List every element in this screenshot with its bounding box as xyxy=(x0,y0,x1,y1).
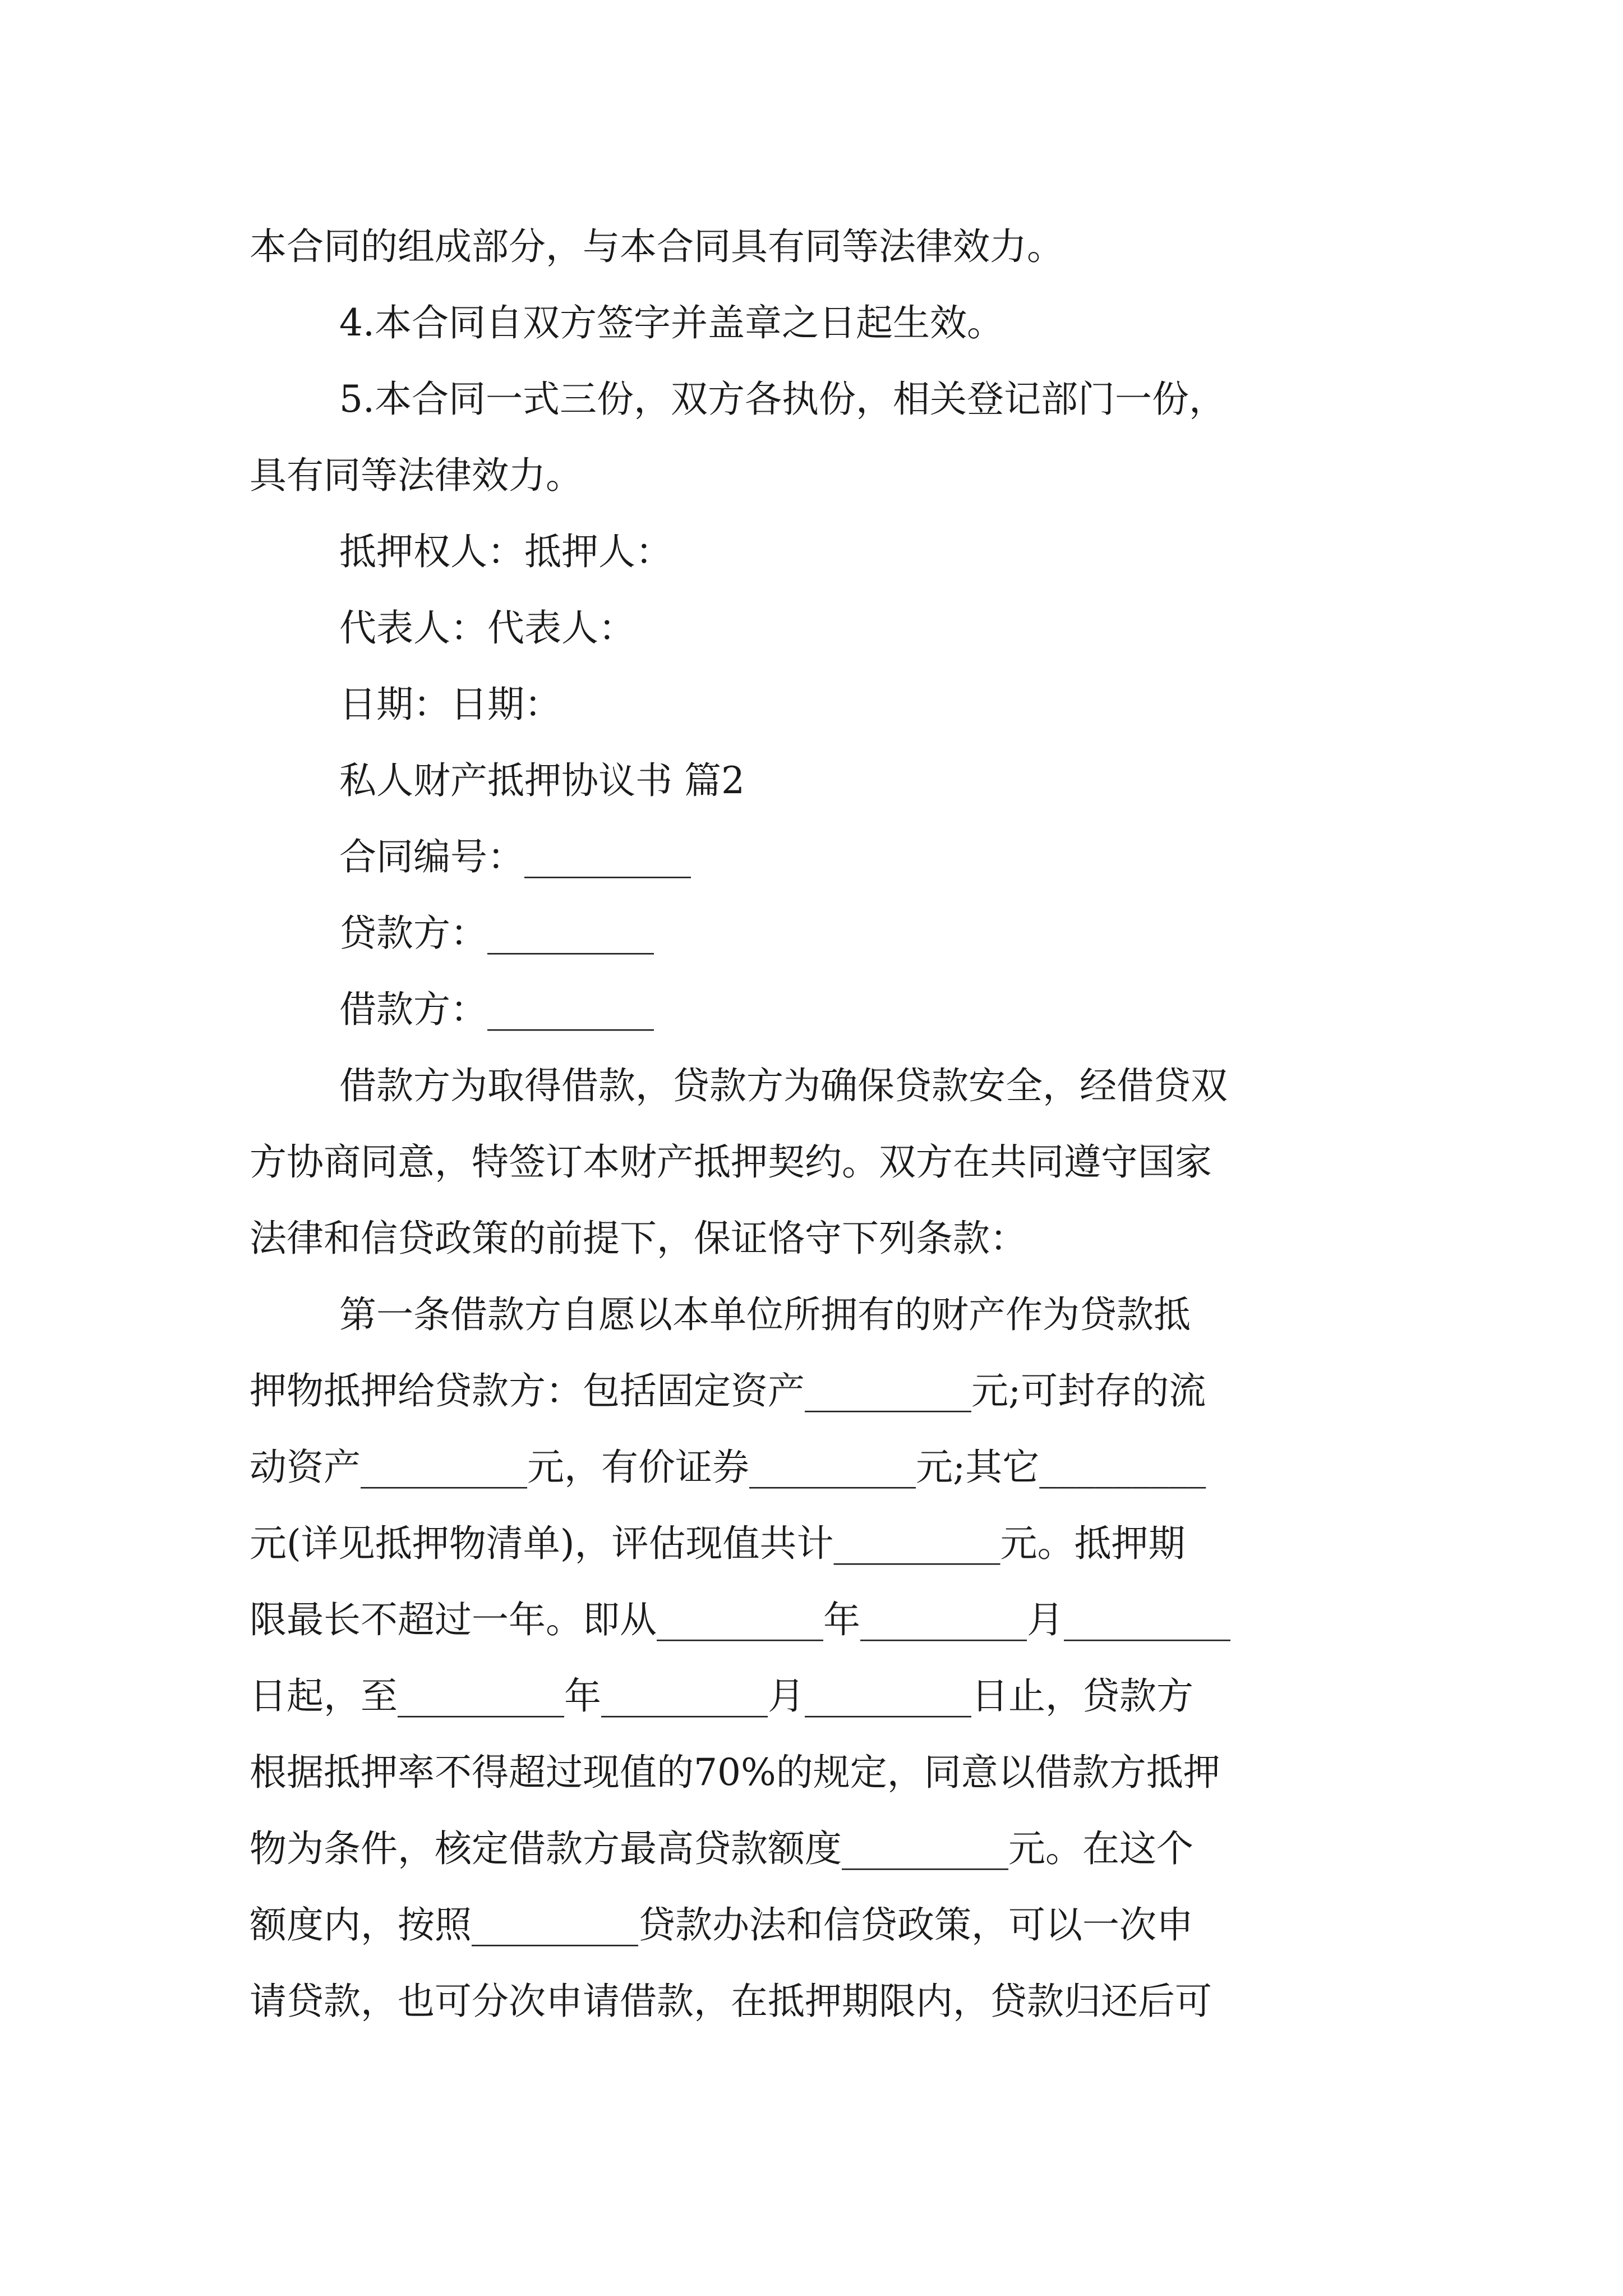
paragraph-line: 借款方为取得借款，贷款方为确保贷款安全，经借贷双 xyxy=(339,1064,1228,1107)
contract-number-line: 合同编号：_________ xyxy=(339,835,691,878)
paragraph-line: 法律和信贷政策的前提下，保证恪守下列条款： xyxy=(250,1217,1027,1260)
paragraph-line: 方协商同意，特签订本财产抵押契约。双方在共同遵守国家 xyxy=(250,1140,1212,1184)
paragraph-line: 根据抵押率不得超过现值的70%的规定，同意以借款方抵押 xyxy=(250,1751,1220,1794)
paragraph-line: 第一条借款方自愿以本单位所拥有的财产作为贷款抵 xyxy=(339,1293,1191,1336)
document-page xyxy=(250,209,1394,2040)
paragraph-line: 额度内，按照_________贷款办法和信贷政策，可以一次申 xyxy=(250,1903,1193,1947)
paragraph-line: 具有同等法律效力。 xyxy=(250,454,583,497)
signature-line: 抵押权人：抵押人： xyxy=(339,530,672,573)
paragraph-line: 元(详见抵押物清单)，评估现值共计_________元。抵押期 xyxy=(250,1522,1186,1565)
section-title: 私人财产抵押协议书 篇2 xyxy=(339,759,745,802)
paragraph-line: 限最长不超过一年。即从_________年_________月_________ xyxy=(250,1598,1230,1641)
paragraph-line: 请贷款，也可分次申请借款，在抵押期限内，贷款归还后可 xyxy=(250,1980,1212,2023)
paragraph-line: 押物抵押给贷款方：包括固定资产_________元;可封存的流 xyxy=(250,1369,1206,1412)
paragraph-line: 本合同的组成部分，与本合同具有同等法律效力。 xyxy=(250,225,1064,268)
paragraph-line: 4.本合同自双方签字并盖章之日起生效。 xyxy=(339,301,1004,344)
lender-line: 贷款方：_________ xyxy=(339,912,654,955)
date-line: 日期：日期： xyxy=(339,683,561,726)
paragraph-line: 5.本合同一式三份，双方各执份，相关登记部门一份， xyxy=(339,378,1226,421)
signature-line: 代表人：代表人： xyxy=(339,606,635,650)
borrower-line: 借款方：_________ xyxy=(339,988,654,1031)
paragraph-line: 物为条件，核定借款方最高贷款额度_________元。在这个 xyxy=(250,1827,1193,1870)
paragraph-line: 动资产_________元，有价证券_________元;其它_________ xyxy=(250,1446,1206,1489)
paragraph-line: 日起，至_________年_________月_________日止，贷款方 xyxy=(250,1674,1193,1718)
